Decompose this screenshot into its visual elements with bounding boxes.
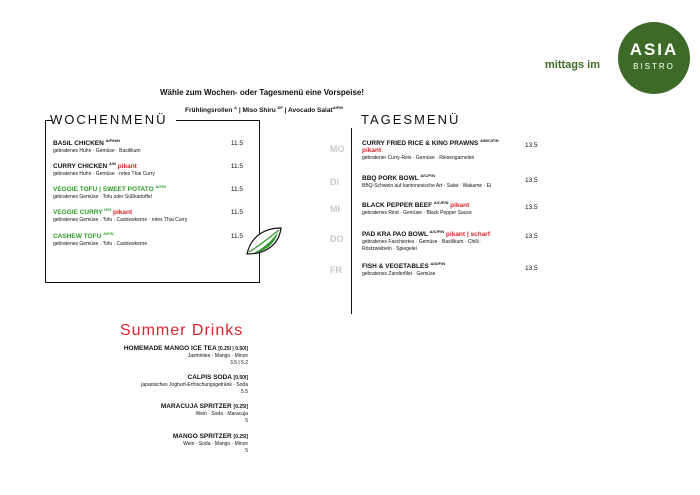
pikant-tag: pikant <box>117 163 137 170</box>
wochen-item-code: A/F/H/N <box>105 137 121 143</box>
tages-item-code: A/C/F/N <box>420 172 435 178</box>
tages-item-desc: gebratener Curry-Reis · Gemüse · Riesengarnelen <box>362 155 475 161</box>
wochen-item-code: A/N <box>108 160 116 166</box>
wochen-item-name: BASIL CHICKEN <box>53 140 104 147</box>
tages-item-code: A/C/F/N <box>429 228 445 234</box>
tages-item <box>362 199 542 216</box>
wochenmenu-title: WOCHENMENÜ <box>50 112 168 127</box>
wochen-item-price: 11.5 <box>230 233 243 240</box>
drink-size: [0.25l] <box>233 404 248 410</box>
day-label: DI <box>330 177 339 187</box>
drink-desc: Wein · Soda · Mango · Minze <box>183 441 248 447</box>
starter-1-code: A <box>234 104 238 110</box>
tages-item-price: 13.5 <box>525 265 538 272</box>
tages-item-name: BBQ PORK BOWL <box>362 175 419 182</box>
summer-drinks-title: Summer Drinks <box>120 322 244 339</box>
wochen-item-code: A/F/N <box>155 183 166 189</box>
logo-text-bottom: BISTRO <box>633 62 675 71</box>
wochen-item-desc: gebratenes Gemüse · Tofu · Cashewkerne · rotes Thai Curry <box>53 217 188 223</box>
pikant-tag: pikant <box>450 202 470 209</box>
tages-item-price: 13.5 <box>525 204 538 211</box>
drink-item <box>48 403 248 424</box>
drink-item <box>48 374 248 395</box>
wochen-item-name: VEGGIE TOFU | SWEET POTATO <box>53 186 154 193</box>
tages-item-desc: gebratenes Faschiertes · Gemüse · Basilikum · Chilli · <box>362 239 482 245</box>
drink-item <box>48 433 248 454</box>
day-label: FR <box>330 265 342 275</box>
tages-item <box>362 137 542 161</box>
starter-2-code: DF <box>277 104 283 110</box>
logo-text-top: ASIA <box>629 40 679 59</box>
tages-item-desc: gebratenes Zanderfilet · Gemüse <box>362 271 436 277</box>
pikant-tag: pikant <box>113 209 133 216</box>
wochen-item-name: VEGGIE CURRY <box>53 209 103 216</box>
tages-item <box>362 172 542 189</box>
starter-3: Avocado Salat <box>288 107 333 114</box>
logo-tagline: mittags im <box>545 59 601 71</box>
drink-price: 5.5 <box>241 389 248 395</box>
starter-3-code: AIF/N <box>332 104 344 110</box>
drink-size: [0.50l] <box>233 375 248 381</box>
tages-item-desc-2: Röstzwiebeln · Spiegelei <box>362 246 417 252</box>
wochen-item <box>53 160 243 177</box>
wochen-item-price: 11.5 <box>230 186 243 193</box>
drink-item <box>48 345 248 366</box>
tagesmenu-divider <box>351 128 352 314</box>
drink-desc: japanisches Joghurt-Erfrischungsgetränk · Soda <box>141 382 248 388</box>
starters-line <box>185 104 344 114</box>
tages-item-code: A/C/F/N <box>433 199 449 205</box>
tages-item-price: 13.5 <box>525 142 538 149</box>
tages-item-desc: BBQ-Schwein auf kantonesische Art · Salat · Wakame · Ei <box>362 183 492 189</box>
tages-item <box>362 228 542 252</box>
pikant-tag: pikant <box>362 147 382 154</box>
tages-item-name: CURRY FRIED RICE & KING PRAWNS <box>362 140 479 147</box>
drink-price: 5 <box>245 448 248 454</box>
starter-1: Frühlingsrollen <box>185 107 233 114</box>
tages-item-code: A/D/F/N <box>430 260 445 266</box>
drink-size: [0.25l] <box>233 434 248 440</box>
tages-item-price: 13.5 <box>525 177 538 184</box>
tages-item <box>362 260 542 277</box>
tagesmenu-title: TAGESMENÜ <box>361 112 461 127</box>
wochen-item-desc: gebratenes Gemüse · Tofu · Cashewkerne <box>53 241 148 247</box>
starter-sep-1: | <box>237 107 243 114</box>
wochen-item <box>53 137 243 154</box>
wochen-item-code: H/N <box>104 206 112 212</box>
drink-name: MARACUJA SPRITZER <box>160 403 232 410</box>
drink-name: CALPIS SODA <box>187 374 232 381</box>
drink-price: 3.5 | 5.2 <box>230 360 248 366</box>
day-label: DO <box>330 234 344 244</box>
wochen-item <box>53 183 243 200</box>
drink-price: 5 <box>245 418 248 424</box>
tages-item-desc: gebratenes Rind · Gemüse · Black Pepper Sauce <box>362 210 472 216</box>
wochen-item <box>53 230 243 247</box>
drink-name: HOMEMADE MANGO ICE TEA <box>123 345 217 352</box>
logo <box>618 22 690 94</box>
wochen-item-price: 11.5 <box>230 209 243 216</box>
wochen-item-desc: gebratenes Huhn · Gemüse · rotes Thai Curry <box>53 171 155 177</box>
leaf-icon <box>245 226 283 256</box>
day-label: MO <box>330 144 345 154</box>
wochen-item-name: CURRY CHICKEN <box>53 163 108 170</box>
drink-size: [0.25l | 0.50l] <box>218 346 248 352</box>
tages-item-name: PAD KRA PAO BOWL <box>362 231 428 238</box>
pikant-scharf-tag: pikant | scharf <box>445 231 491 238</box>
tages-item-name: BLACK PEPPER BEEF <box>362 202 433 209</box>
wochen-item <box>53 206 243 223</box>
wochen-item-price: 11.5 <box>230 140 243 147</box>
drink-desc: Jasmintee · Mango · Minze <box>187 353 248 359</box>
wochen-item-price: 11.5 <box>230 163 243 170</box>
drink-name: MANGO SPRITZER <box>172 433 232 440</box>
tages-item-name: FISH & VEGETABLES <box>362 263 429 270</box>
wochen-item-code: A/F/N <box>103 230 114 236</box>
tages-item-price: 13.5 <box>525 233 538 240</box>
day-label: MI <box>330 204 340 214</box>
wochen-item-desc: gebratenes Gemüse · Tofu oder Süßkartoffel <box>53 194 152 200</box>
tages-item-code: A/B/C/F/N <box>480 137 499 143</box>
wochen-item-desc: gebratenes Huhn · Gemüse · Basilikum <box>53 148 141 154</box>
wochen-item-name: CASHEW TOFU <box>53 233 102 240</box>
starter-sep-2: | <box>282 107 289 114</box>
headline: Wähle zum Wochen- oder Tagesmenü eine Vorspeise! <box>160 88 365 97</box>
starter-2: Miso Shiru <box>242 107 276 114</box>
drink-desc: Wein · Soda · Maracuja <box>195 411 248 417</box>
